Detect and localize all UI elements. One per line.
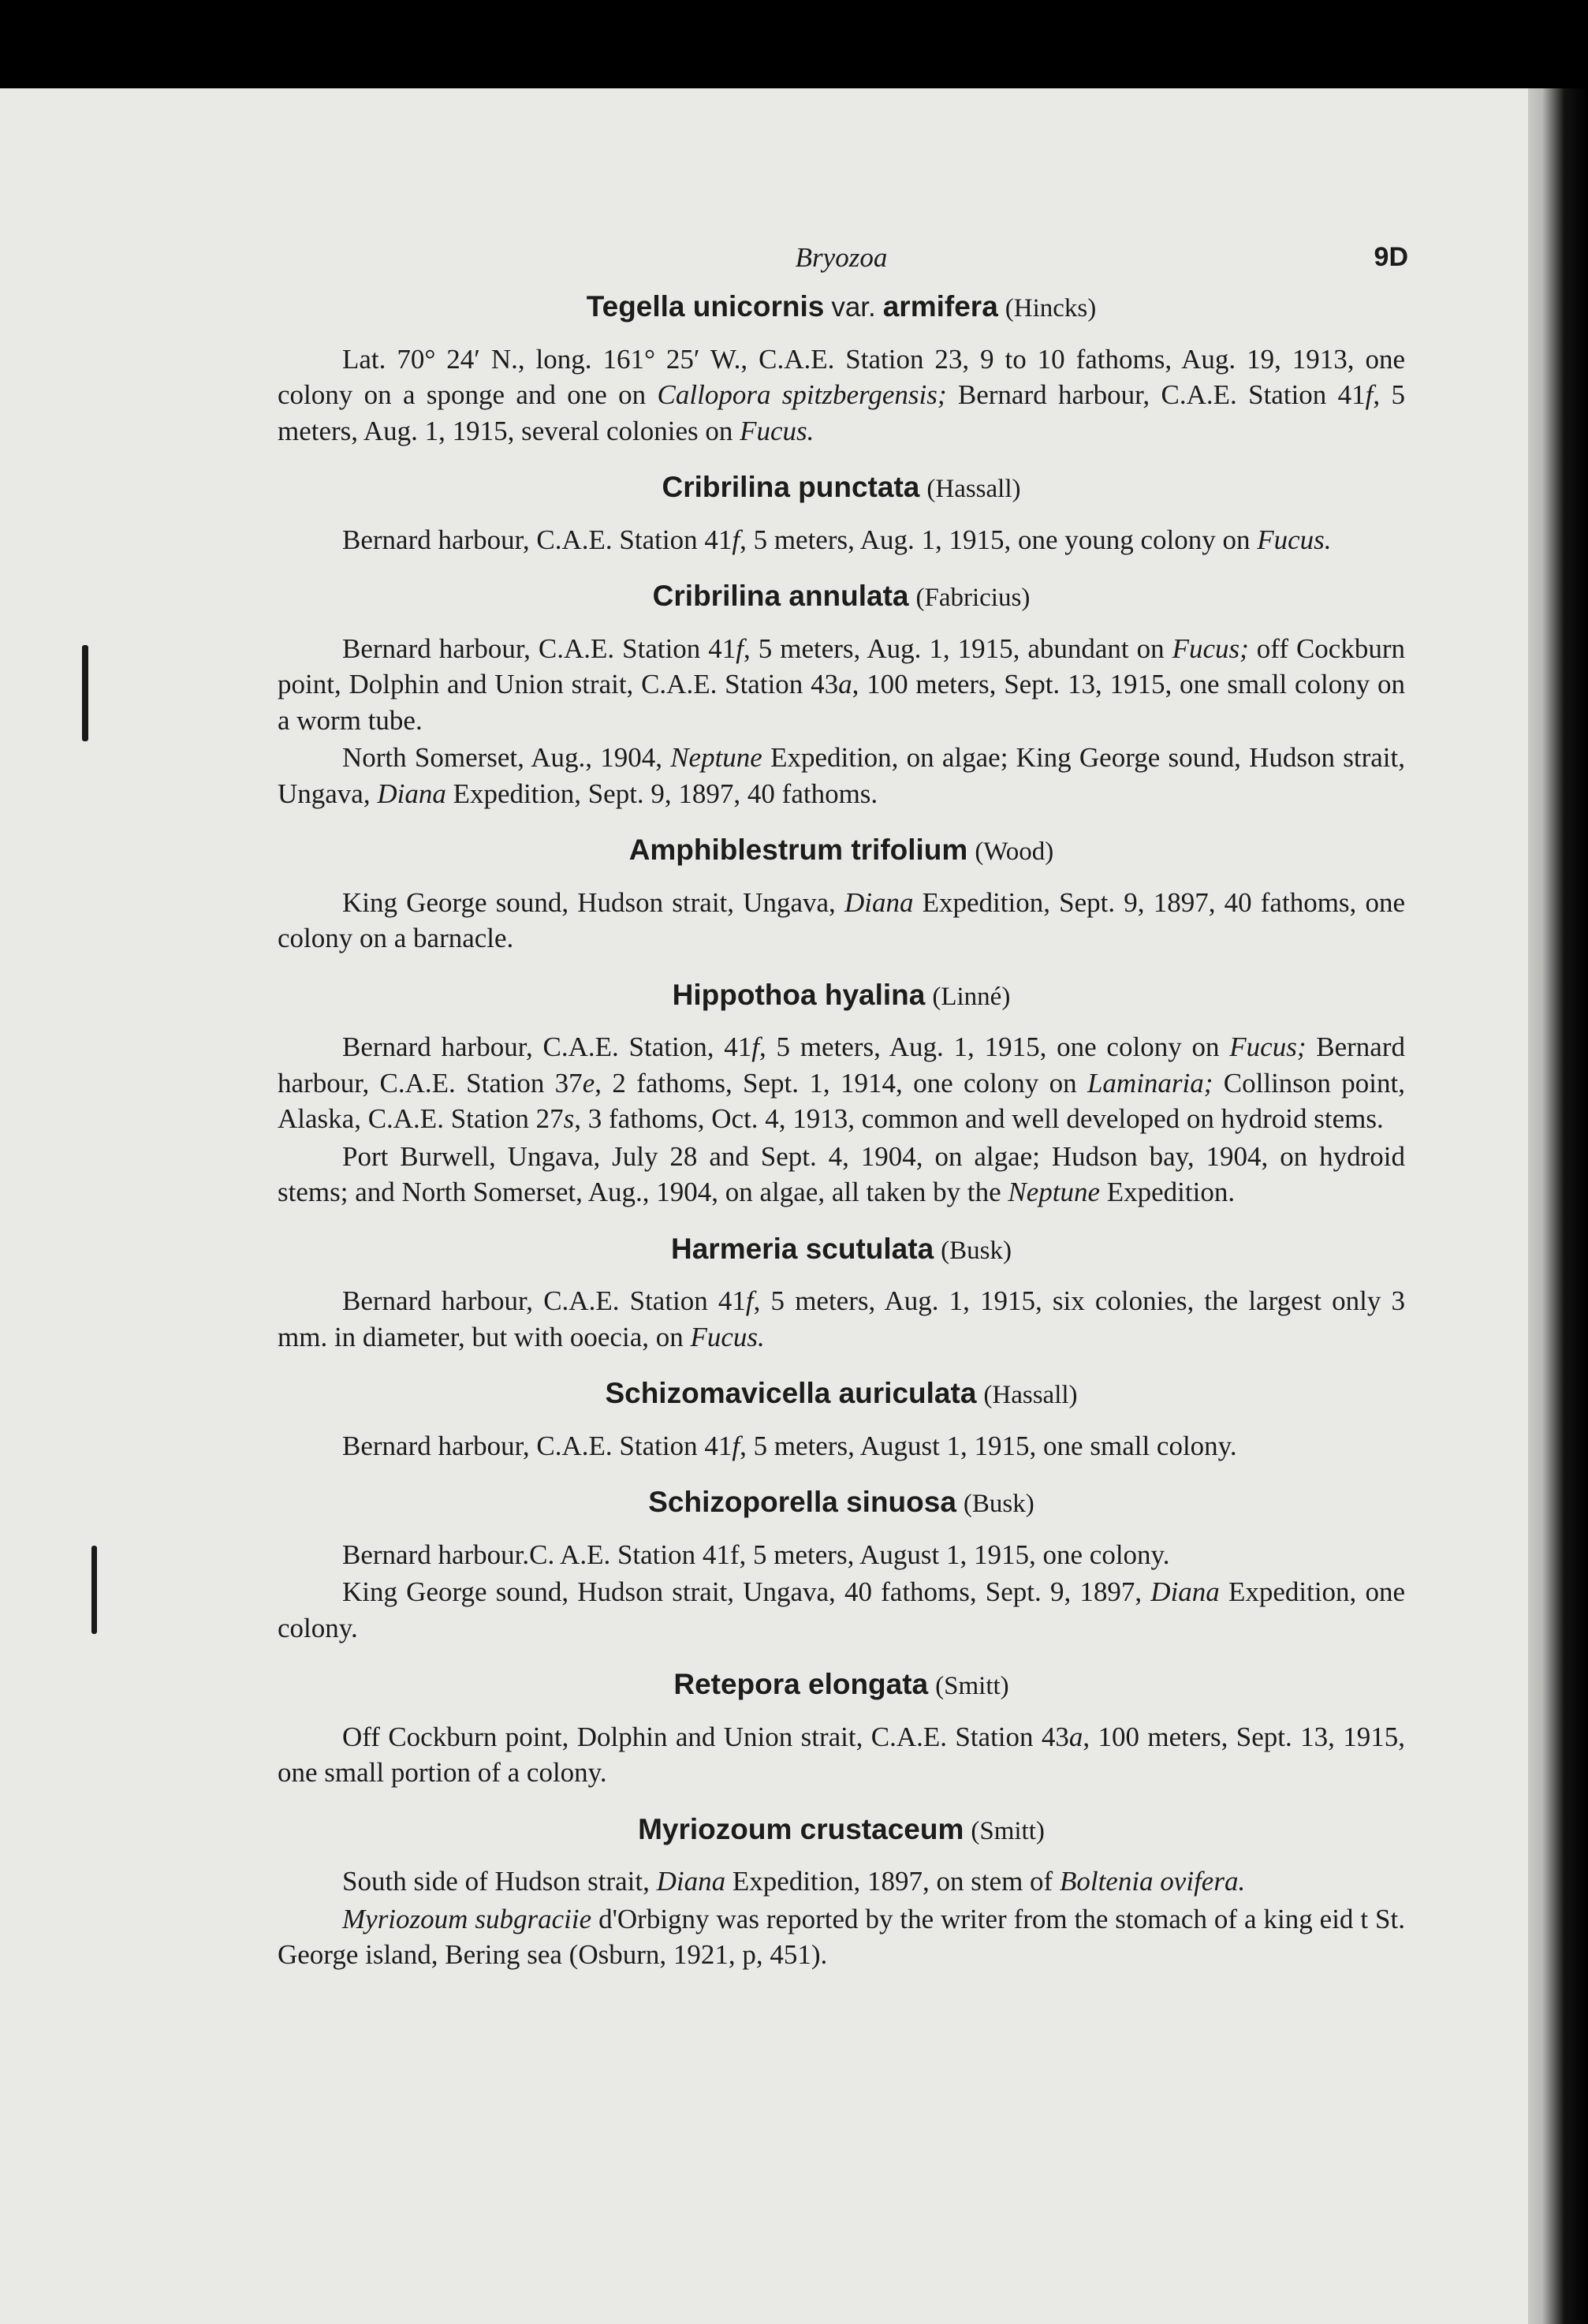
species-name: Cribrilina punctata <box>662 471 920 503</box>
text-run: , 5 meters, Aug. 1, 1915, one colony on <box>759 1031 1230 1062</box>
text-run: Expedition, 1897, on stem of <box>725 1866 1060 1897</box>
text-run: Bernard harbour, C.A.E. Station 41 <box>946 379 1366 410</box>
text-run: off Cockburn point, Dolphin and Union strait, C.A.E. Station 43 <box>278 632 1405 699</box>
text-run: Expedition, on algae; King George sound, Hudson strait, Ungava, <box>278 742 1405 809</box>
text-run: Lat. 70° 24′ N., long. 161° 25′ W., C.A.E. Station 23, 9 to 10 fathoms, Aug. 19, 1913, one colony on a sponge and one on <box>278 343 1405 410</box>
text-run: , 2 fathoms, Sept. 1, 1914, one colony on <box>595 1067 1087 1099</box>
italic-run: Diana <box>656 1866 726 1897</box>
italic-run: Boltenia ovifera. <box>1059 1866 1246 1897</box>
species-name: Myriozoum crustaceum <box>638 1812 964 1845</box>
species-name: Schizomavicella auriculata <box>605 1377 977 1409</box>
variety-name: armifera <box>882 290 998 323</box>
species-name: Retepora elongata <box>673 1668 929 1700</box>
italic-run: f <box>732 1430 740 1461</box>
italic-run: Fucus. <box>1257 524 1332 555</box>
italic-run: Fucus. <box>740 415 815 446</box>
text-run: Expedition, Sept. 9, 1897, 40 fathoms. <box>445 778 878 809</box>
text-run: Bernard harbour, C.A.E. Station 37 <box>278 1031 1405 1099</box>
species-heading <box>278 832 1405 871</box>
italic-run: Neptune <box>1008 1177 1100 1207</box>
species-section <box>278 977 1405 1210</box>
species-name: Tegella unicornis <box>586 290 825 323</box>
italic-run: Neptune <box>670 742 762 773</box>
text-run: King George sound, Hudson strait, Ungava, <box>342 886 844 918</box>
variety-label: var. <box>831 292 876 323</box>
text-run: Bernard harbour, C.A.E. Station 41 <box>342 632 736 664</box>
italic-run: Fucus; <box>1172 632 1249 664</box>
species-section <box>278 578 1405 811</box>
text-run: , 5 meters, August 1, 1915, one small colony. <box>740 1430 1237 1461</box>
species-name: Schizoporella sinuosa <box>648 1486 956 1518</box>
italic-run: f <box>751 1031 759 1062</box>
text-run: , 100 meters, Sept. 13, 1915, one small portion of a colony. <box>278 1721 1405 1788</box>
record-paragraph <box>278 631 1405 739</box>
italic-run: s <box>563 1103 575 1134</box>
text-run: Bernard harbour, C.A.E. Station 41 <box>342 1285 746 1316</box>
text-run: , 5 meters, Aug. 1, 1915, several colonies on <box>278 379 1405 446</box>
italic-run: a <box>838 669 852 699</box>
text-run: Expedition, Sept. 9, 1897, 40 fathoms, one colony on a barnacle. <box>278 886 1405 953</box>
record-paragraph <box>278 341 1405 450</box>
species-heading <box>278 1231 1405 1270</box>
text-run: Off Cockburn point, Dolphin and Union strait, C.A.E. Station 43 <box>342 1721 1069 1752</box>
italic-run: a <box>1068 1721 1083 1752</box>
italic-run: f <box>732 524 740 555</box>
text-run: , 5 meters, Aug. 1, 1915, abundant on <box>744 632 1172 664</box>
running-title: Bryozoa <box>795 242 888 273</box>
italic-run: Fucus; <box>1229 1031 1307 1062</box>
species-name: Harmeria scutulata <box>671 1232 934 1265</box>
text-run: Bernard harbour, C.A.E. Station 41 <box>342 1430 732 1461</box>
record-paragraph <box>278 1029 1405 1137</box>
species-section <box>278 1666 1405 1791</box>
page-number: 9D <box>1374 242 1408 272</box>
record-paragraph <box>278 1428 1405 1464</box>
species-section <box>278 1375 1405 1464</box>
species-section <box>278 1231 1405 1356</box>
record-paragraph <box>278 1901 1405 1973</box>
italic-run: Diana <box>377 778 446 809</box>
species-heading <box>278 1484 1405 1523</box>
page-content <box>278 237 1408 1994</box>
species-author: (Hassall) <box>983 1381 1078 1409</box>
species-author: (Smitt) <box>935 1672 1009 1700</box>
italic-run: Myriozoum subgraciie <box>342 1903 592 1934</box>
species-author: (Hassall) <box>926 475 1021 503</box>
italic-run: f <box>1365 379 1374 410</box>
text-run: North Somerset, Aug., 1904, <box>342 742 671 773</box>
species-name: Amphiblestrum trifolium <box>628 834 968 866</box>
species-heading <box>278 977 1405 1016</box>
page-binding-edge <box>1528 88 1588 2324</box>
text-run: Bernard harbour, C.A.E. Station, 41 <box>342 1031 752 1062</box>
species-name: Hippothoa hyalina <box>672 978 926 1011</box>
record-paragraph <box>278 522 1405 558</box>
species-author: (Linné) <box>932 982 1011 1011</box>
text-run: South side of Hudson strait, <box>342 1866 657 1897</box>
species-author: (Fabricius) <box>915 584 1031 612</box>
margin-mark-upper <box>82 645 88 741</box>
species-heading <box>278 1811 1405 1850</box>
italic-run: Laminaria; <box>1087 1067 1213 1099</box>
species-section <box>278 289 1405 449</box>
species-name: Cribrilina annulata <box>652 580 909 612</box>
species-heading <box>278 1666 1405 1705</box>
text-run: Expedition. <box>1100 1177 1236 1207</box>
text-run: Expedition, one colony. <box>278 1576 1406 1643</box>
record-paragraph <box>278 1537 1405 1573</box>
species-author: (Busk) <box>941 1236 1012 1265</box>
italic-run: Diana <box>844 886 914 918</box>
record-paragraph <box>278 885 1405 957</box>
text-run: d'Orbigny was reported by the writer from the stomach of a king eid t St. George island, Bering sea (Osburn, 1921, p, 451). <box>278 1903 1405 1970</box>
record-paragraph <box>278 1863 1405 1900</box>
record-paragraph <box>278 1719 1405 1791</box>
species-author: (Smitt) <box>971 1816 1045 1845</box>
text-run: Bernard harbour, C.A.E. Station 41 <box>342 524 732 555</box>
italic-run: Diana <box>1150 1576 1220 1607</box>
text-run: , 100 meters, Sept. 13, 1915, one small colony on a worm tube. <box>278 669 1405 736</box>
record-paragraph <box>278 1574 1405 1646</box>
record-paragraph <box>278 740 1405 811</box>
margin-mark-lower <box>91 1546 97 1634</box>
text-run: Collinson point, Alaska, C.A.E. Station 27 <box>278 1067 1405 1134</box>
species-list <box>278 289 1405 1973</box>
species-heading <box>278 469 1405 508</box>
text-run: Port Burwell, Ungava, July 28 and Sept. 4, 1904, on algae; Hudson bay, 1904, on hydroid stems; and North Somerset, Aug., 1904, on algae, all taken by the <box>278 1140 1405 1207</box>
text-run: , 5 meters, Aug. 1, 1915, one young colony on <box>740 524 1258 555</box>
italic-run: f <box>745 1285 754 1316</box>
text-run: , 3 fathoms, Oct. 4, 1913, common and well developed on hydroid stems. <box>574 1103 1384 1134</box>
text-run: King George sound, Hudson strait, Ungava, 40 fathoms, Sept. 9, 1897, <box>342 1576 1151 1607</box>
text-run: Bernard harbour.C. A.E. Station 41f, 5 meters, August 1, 1915, one colony. <box>342 1539 1170 1570</box>
italic-run: Fucus. <box>690 1321 765 1352</box>
species-section <box>278 1811 1405 1973</box>
page-header <box>278 237 1408 282</box>
record-paragraph <box>278 1139 1405 1210</box>
italic-run: f <box>736 632 744 664</box>
species-author: (Wood) <box>975 837 1054 866</box>
species-heading <box>278 578 1405 617</box>
species-heading <box>278 289 1405 327</box>
species-section <box>278 832 1405 957</box>
italic-run: e <box>582 1067 595 1099</box>
text-run: , 5 meters, Aug. 1, 1915, six colonies, the largest only 3 mm. in diameter, but with ooecia, on <box>278 1285 1406 1352</box>
species-section <box>278 469 1405 558</box>
species-author: (Busk) <box>963 1490 1034 1518</box>
record-paragraph <box>278 1283 1405 1355</box>
species-section <box>278 1484 1405 1646</box>
species-heading <box>278 1375 1405 1414</box>
italic-run: Callopora spitzbergensis; <box>657 379 947 410</box>
species-author: (Hincks) <box>1005 294 1097 323</box>
